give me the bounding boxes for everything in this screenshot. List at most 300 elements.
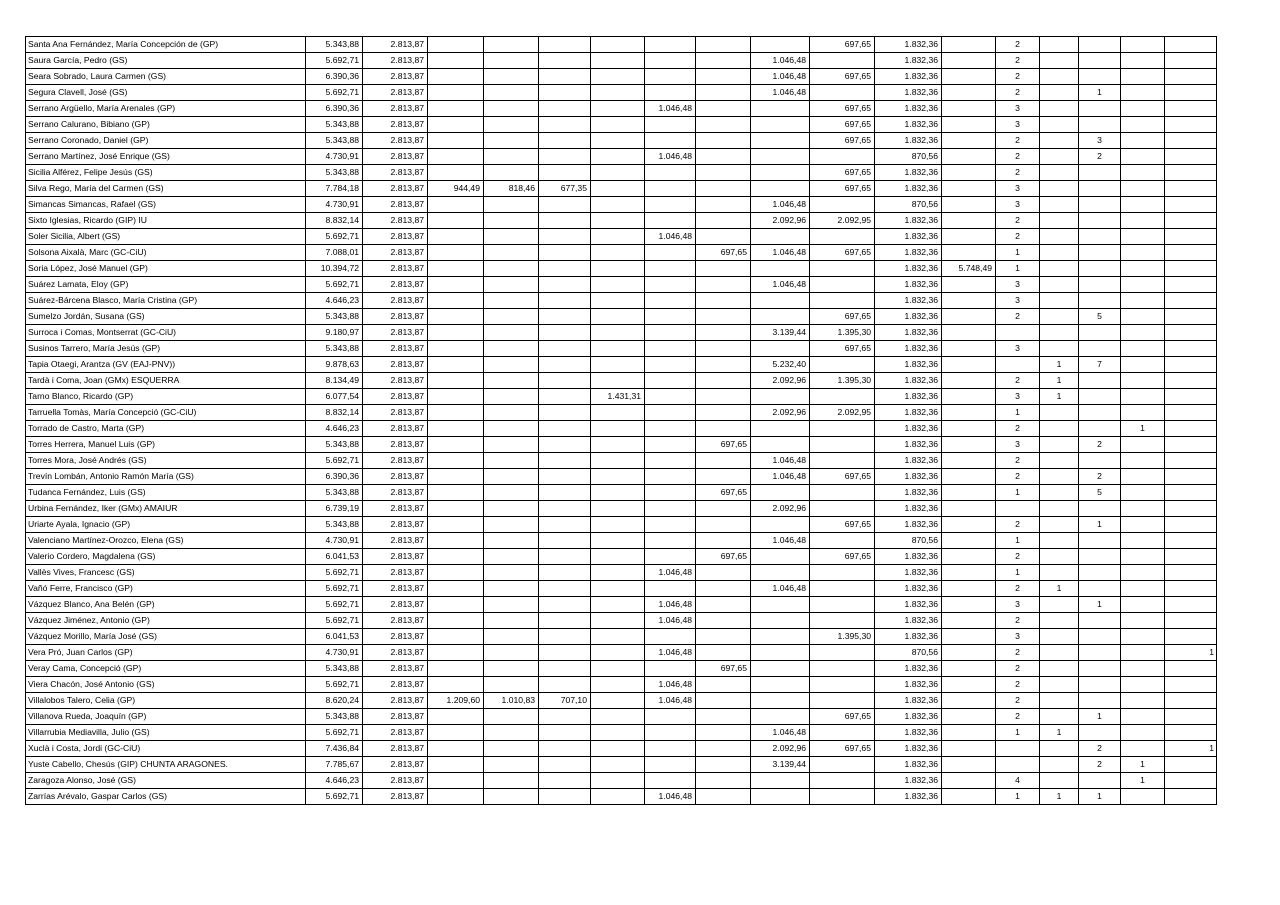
value-cell — [428, 277, 484, 293]
value-cell — [484, 37, 539, 53]
value-cell: 2.813,87 — [363, 293, 428, 309]
value-cell — [996, 741, 1040, 757]
value-cell: 5.692,71 — [306, 613, 363, 629]
value-cell: 4.646,23 — [306, 773, 363, 789]
value-cell — [1079, 181, 1121, 197]
value-cell — [1165, 357, 1217, 373]
value-cell — [645, 725, 696, 741]
value-cell: 8.134,49 — [306, 373, 363, 389]
value-cell — [539, 565, 591, 581]
value-cell: 1.395,30 — [810, 629, 875, 645]
value-cell — [1165, 85, 1217, 101]
value-cell — [1121, 101, 1165, 117]
value-cell: 3 — [996, 181, 1040, 197]
value-cell: 4 — [996, 773, 1040, 789]
value-cell — [591, 709, 645, 725]
value-cell: 5.692,71 — [306, 453, 363, 469]
value-cell: 5.692,71 — [306, 53, 363, 69]
value-cell: 1.832,36 — [875, 501, 942, 517]
value-cell — [484, 373, 539, 389]
value-cell: 1.832,36 — [875, 437, 942, 453]
value-cell: 2.813,87 — [363, 309, 428, 325]
value-cell — [539, 165, 591, 181]
value-cell — [591, 501, 645, 517]
value-cell: 5.343,88 — [306, 709, 363, 725]
value-cell — [810, 581, 875, 597]
value-cell — [1079, 533, 1121, 549]
value-cell: 3.139,44 — [751, 757, 810, 773]
value-cell — [428, 501, 484, 517]
value-cell — [591, 469, 645, 485]
value-cell: 870,56 — [875, 197, 942, 213]
value-cell — [810, 421, 875, 437]
value-cell: 1 — [996, 789, 1040, 805]
value-cell: 2 — [1079, 469, 1121, 485]
value-cell — [810, 501, 875, 517]
value-cell: 2.813,87 — [363, 645, 428, 661]
value-cell — [428, 581, 484, 597]
value-cell: 2 — [996, 469, 1040, 485]
value-cell — [1121, 629, 1165, 645]
value-cell — [942, 645, 996, 661]
value-cell — [539, 517, 591, 533]
value-cell: 1.046,48 — [751, 53, 810, 69]
value-cell — [942, 117, 996, 133]
value-cell — [591, 629, 645, 645]
value-cell: 7.785,67 — [306, 757, 363, 773]
value-cell — [1121, 677, 1165, 693]
value-cell — [996, 501, 1040, 517]
value-cell — [1165, 581, 1217, 597]
value-cell — [696, 533, 751, 549]
value-cell: 2 — [1079, 757, 1121, 773]
value-cell — [539, 661, 591, 677]
value-cell — [428, 197, 484, 213]
value-cell: 5 — [1079, 485, 1121, 501]
value-cell: 1.046,48 — [645, 613, 696, 629]
value-cell — [1165, 341, 1217, 357]
value-cell — [1121, 357, 1165, 373]
value-cell: 1 — [1121, 773, 1165, 789]
value-cell — [1121, 197, 1165, 213]
value-cell — [942, 197, 996, 213]
value-cell — [751, 709, 810, 725]
value-cell — [751, 677, 810, 693]
value-cell — [428, 773, 484, 789]
value-cell — [539, 709, 591, 725]
value-cell: 2.813,87 — [363, 149, 428, 165]
member-name-cell: Santa Ana Fernández, María Concepción de (GP) — [26, 37, 306, 53]
value-cell: 2.813,87 — [363, 565, 428, 581]
value-cell — [1079, 725, 1121, 741]
value-cell — [484, 581, 539, 597]
value-cell: 697,65 — [696, 549, 751, 565]
value-cell — [1040, 421, 1079, 437]
table-row — [26, 469, 1217, 485]
value-cell — [591, 725, 645, 741]
value-cell — [696, 741, 751, 757]
value-cell: 2.813,87 — [363, 757, 428, 773]
value-cell: 1.046,48 — [645, 597, 696, 613]
value-cell — [484, 245, 539, 261]
value-cell — [645, 501, 696, 517]
member-name-cell: Sumelzo Jordán, Susana (GS) — [26, 309, 306, 325]
value-cell — [1165, 773, 1217, 789]
value-cell — [539, 389, 591, 405]
value-cell: 1 — [996, 485, 1040, 501]
value-cell — [696, 133, 751, 149]
value-cell: 1.832,36 — [875, 325, 942, 341]
value-cell: 2.813,87 — [363, 341, 428, 357]
value-cell — [696, 389, 751, 405]
value-cell — [1121, 69, 1165, 85]
value-cell — [942, 677, 996, 693]
value-cell — [1121, 213, 1165, 229]
value-cell — [1165, 725, 1217, 741]
value-cell — [539, 277, 591, 293]
value-cell — [484, 565, 539, 581]
value-cell — [428, 213, 484, 229]
value-cell: 697,65 — [810, 741, 875, 757]
value-cell: 1.046,48 — [645, 565, 696, 581]
value-cell: 1.046,48 — [645, 677, 696, 693]
value-cell: 1.832,36 — [875, 101, 942, 117]
value-cell — [591, 261, 645, 277]
value-cell — [751, 437, 810, 453]
value-cell: 697,65 — [810, 341, 875, 357]
value-cell — [751, 565, 810, 581]
value-cell — [1079, 213, 1121, 229]
value-cell — [591, 53, 645, 69]
value-cell — [1040, 533, 1079, 549]
value-cell — [1040, 261, 1079, 277]
value-cell: 1.832,36 — [875, 549, 942, 565]
value-cell: 2.813,87 — [363, 133, 428, 149]
value-cell — [428, 677, 484, 693]
value-cell — [1079, 261, 1121, 277]
value-cell — [428, 373, 484, 389]
value-cell — [696, 773, 751, 789]
value-cell — [484, 133, 539, 149]
value-cell — [1040, 709, 1079, 725]
value-cell: 2.813,87 — [363, 229, 428, 245]
value-cell — [942, 245, 996, 261]
value-cell — [751, 117, 810, 133]
value-cell: 2.813,87 — [363, 693, 428, 709]
value-cell — [591, 757, 645, 773]
value-cell: 2.813,87 — [363, 165, 428, 181]
value-cell: 10.394,72 — [306, 261, 363, 277]
table-row — [26, 373, 1217, 389]
value-cell: 2.813,87 — [363, 325, 428, 341]
value-cell: 1 — [1040, 789, 1079, 805]
value-cell — [696, 197, 751, 213]
value-cell — [1121, 517, 1165, 533]
value-cell — [484, 149, 539, 165]
value-cell — [1040, 469, 1079, 485]
value-cell — [591, 277, 645, 293]
value-cell — [428, 437, 484, 453]
value-cell — [1165, 117, 1217, 133]
value-cell — [484, 85, 539, 101]
value-cell: 2.813,87 — [363, 677, 428, 693]
value-cell — [484, 101, 539, 117]
value-cell — [484, 197, 539, 213]
value-cell — [484, 517, 539, 533]
value-cell — [428, 293, 484, 309]
value-cell — [942, 741, 996, 757]
member-name-cell: Xuclà i Costa, Jordi (GC-CiU) — [26, 741, 306, 757]
value-cell: 1.046,48 — [751, 197, 810, 213]
value-cell: 697,65 — [810, 117, 875, 133]
value-cell: 5.692,71 — [306, 85, 363, 101]
value-cell: 1.832,36 — [875, 85, 942, 101]
value-cell — [1079, 117, 1121, 133]
value-cell: 5.343,88 — [306, 117, 363, 133]
member-name-cell: Tardà i Coma, Joan (GMx) ESQUERRA — [26, 373, 306, 389]
value-cell: 1.832,36 — [875, 37, 942, 53]
value-cell — [1079, 69, 1121, 85]
value-cell — [1121, 789, 1165, 805]
value-cell: 9.180,97 — [306, 325, 363, 341]
value-cell — [696, 453, 751, 469]
value-cell — [1040, 165, 1079, 181]
value-cell — [1165, 213, 1217, 229]
value-cell: 1.832,36 — [875, 517, 942, 533]
value-cell: 697,65 — [810, 469, 875, 485]
value-cell — [751, 645, 810, 661]
value-cell — [645, 245, 696, 261]
value-cell: 9.878,63 — [306, 357, 363, 373]
value-cell: 2 — [996, 165, 1040, 181]
value-cell — [591, 613, 645, 629]
value-cell — [1165, 485, 1217, 501]
value-cell — [1079, 101, 1121, 117]
value-cell — [696, 325, 751, 341]
value-cell — [696, 149, 751, 165]
value-cell — [942, 405, 996, 421]
value-cell: 1.046,48 — [751, 581, 810, 597]
table-row — [26, 341, 1217, 357]
value-cell — [696, 469, 751, 485]
value-cell — [484, 549, 539, 565]
value-cell — [942, 437, 996, 453]
value-cell — [810, 773, 875, 789]
value-cell: 1.832,36 — [875, 341, 942, 357]
table-row — [26, 773, 1217, 789]
value-cell: 2.813,87 — [363, 629, 428, 645]
table-row — [26, 501, 1217, 517]
value-cell — [539, 789, 591, 805]
value-cell — [810, 261, 875, 277]
value-cell — [751, 293, 810, 309]
value-cell: 1.010,83 — [484, 693, 539, 709]
value-cell — [1079, 645, 1121, 661]
value-cell — [751, 309, 810, 325]
value-cell: 1.832,36 — [875, 693, 942, 709]
value-cell: 6.390,36 — [306, 69, 363, 85]
value-cell — [696, 597, 751, 613]
value-cell — [539, 293, 591, 309]
value-cell — [484, 277, 539, 293]
value-cell — [428, 245, 484, 261]
value-cell: 697,65 — [696, 661, 751, 677]
value-cell: 3 — [996, 389, 1040, 405]
value-cell — [942, 725, 996, 741]
value-cell: 697,65 — [696, 485, 751, 501]
value-cell — [428, 629, 484, 645]
value-cell: 3 — [996, 277, 1040, 293]
value-cell — [1040, 341, 1079, 357]
table-row — [26, 725, 1217, 741]
value-cell: 2 — [996, 677, 1040, 693]
value-cell — [539, 309, 591, 325]
value-cell: 1.046,48 — [751, 277, 810, 293]
value-cell — [751, 661, 810, 677]
value-cell — [751, 261, 810, 277]
value-cell — [696, 261, 751, 277]
member-name-cell: Vallès Vives, Francesc (GS) — [26, 565, 306, 581]
value-cell — [1040, 757, 1079, 773]
value-cell: 5.343,88 — [306, 341, 363, 357]
value-cell — [1079, 373, 1121, 389]
value-cell — [751, 421, 810, 437]
value-cell — [645, 85, 696, 101]
value-cell — [942, 133, 996, 149]
value-cell — [696, 501, 751, 517]
value-cell — [1040, 197, 1079, 213]
table-row — [26, 85, 1217, 101]
value-cell — [591, 245, 645, 261]
value-cell — [539, 485, 591, 501]
member-name-cell: Urbina Fernández, Iker (GMx) AMAIUR — [26, 501, 306, 517]
member-name-cell: Uriarte Ayala, Ignacio (GP) — [26, 517, 306, 533]
value-cell — [1165, 549, 1217, 565]
value-cell — [1121, 405, 1165, 421]
member-name-cell: Tapia Otaegi, Arantza (GV (EAJ-PNV)) — [26, 357, 306, 373]
value-cell — [1040, 229, 1079, 245]
value-cell: 1.832,36 — [875, 597, 942, 613]
value-cell: 1.832,36 — [875, 421, 942, 437]
table-row — [26, 709, 1217, 725]
value-cell — [1165, 261, 1217, 277]
value-cell — [751, 101, 810, 117]
table-row — [26, 581, 1217, 597]
value-cell — [696, 517, 751, 533]
value-cell — [539, 453, 591, 469]
value-cell: 697,65 — [810, 181, 875, 197]
value-cell: 6.390,36 — [306, 101, 363, 117]
value-cell — [696, 725, 751, 741]
value-cell: 3 — [996, 293, 1040, 309]
value-cell — [428, 69, 484, 85]
member-name-cell: Torres Herrera, Manuel Luis (GP) — [26, 437, 306, 453]
table-row — [26, 229, 1217, 245]
value-cell — [591, 181, 645, 197]
value-cell — [942, 485, 996, 501]
value-cell: 1.832,36 — [875, 69, 942, 85]
value-cell — [645, 165, 696, 181]
value-cell: 2 — [996, 661, 1040, 677]
value-cell — [1079, 613, 1121, 629]
value-cell — [1121, 581, 1165, 597]
member-name-cell: Silva Rego, María del Carmen (GS) — [26, 181, 306, 197]
value-cell: 2 — [996, 213, 1040, 229]
value-cell — [591, 645, 645, 661]
value-cell — [539, 757, 591, 773]
value-cell: 5.343,88 — [306, 309, 363, 325]
member-name-cell: Torres Mora, José Andrés (GS) — [26, 453, 306, 469]
value-cell — [428, 53, 484, 69]
value-cell — [1079, 389, 1121, 405]
value-cell: 2.813,87 — [363, 437, 428, 453]
value-cell — [645, 485, 696, 501]
value-cell — [428, 517, 484, 533]
table-row — [26, 629, 1217, 645]
value-cell — [810, 693, 875, 709]
value-cell — [539, 101, 591, 117]
value-cell — [942, 341, 996, 357]
value-cell — [484, 213, 539, 229]
value-cell: 1.832,36 — [875, 389, 942, 405]
table-row — [26, 485, 1217, 501]
value-cell — [942, 629, 996, 645]
value-cell — [942, 309, 996, 325]
value-cell: 2 — [996, 517, 1040, 533]
value-cell — [942, 549, 996, 565]
value-cell — [1079, 565, 1121, 581]
value-cell — [484, 661, 539, 677]
value-cell — [1121, 181, 1165, 197]
value-cell: 870,56 — [875, 645, 942, 661]
value-cell — [696, 69, 751, 85]
value-cell — [810, 645, 875, 661]
value-cell — [428, 405, 484, 421]
value-cell: 8.832,14 — [306, 213, 363, 229]
value-cell: 2.092,96 — [751, 741, 810, 757]
value-cell — [696, 117, 751, 133]
value-cell: 2.813,87 — [363, 581, 428, 597]
value-cell: 6.041,53 — [306, 629, 363, 645]
value-cell — [942, 69, 996, 85]
value-cell — [810, 613, 875, 629]
member-name-cell: Serrano Argüello, María Arenales (GP) — [26, 101, 306, 117]
value-cell — [1165, 661, 1217, 677]
value-cell — [942, 165, 996, 181]
member-name-cell: Soler Sicilia, Albert (GS) — [26, 229, 306, 245]
value-cell: 1.431,31 — [591, 389, 645, 405]
value-cell — [539, 725, 591, 741]
value-cell — [484, 645, 539, 661]
value-cell — [1121, 613, 1165, 629]
value-cell — [751, 789, 810, 805]
value-cell: 2.813,87 — [363, 421, 428, 437]
value-cell — [1040, 613, 1079, 629]
value-cell — [591, 485, 645, 501]
value-cell — [645, 581, 696, 597]
value-cell — [696, 181, 751, 197]
value-cell — [1165, 389, 1217, 405]
value-cell — [1121, 533, 1165, 549]
value-cell: 1.832,36 — [875, 277, 942, 293]
value-cell — [645, 325, 696, 341]
value-cell: 5.692,71 — [306, 725, 363, 741]
value-cell: 1.395,30 — [810, 373, 875, 389]
value-cell: 3.139,44 — [751, 325, 810, 341]
table-row — [26, 645, 1217, 661]
value-cell — [428, 645, 484, 661]
value-cell — [1121, 293, 1165, 309]
